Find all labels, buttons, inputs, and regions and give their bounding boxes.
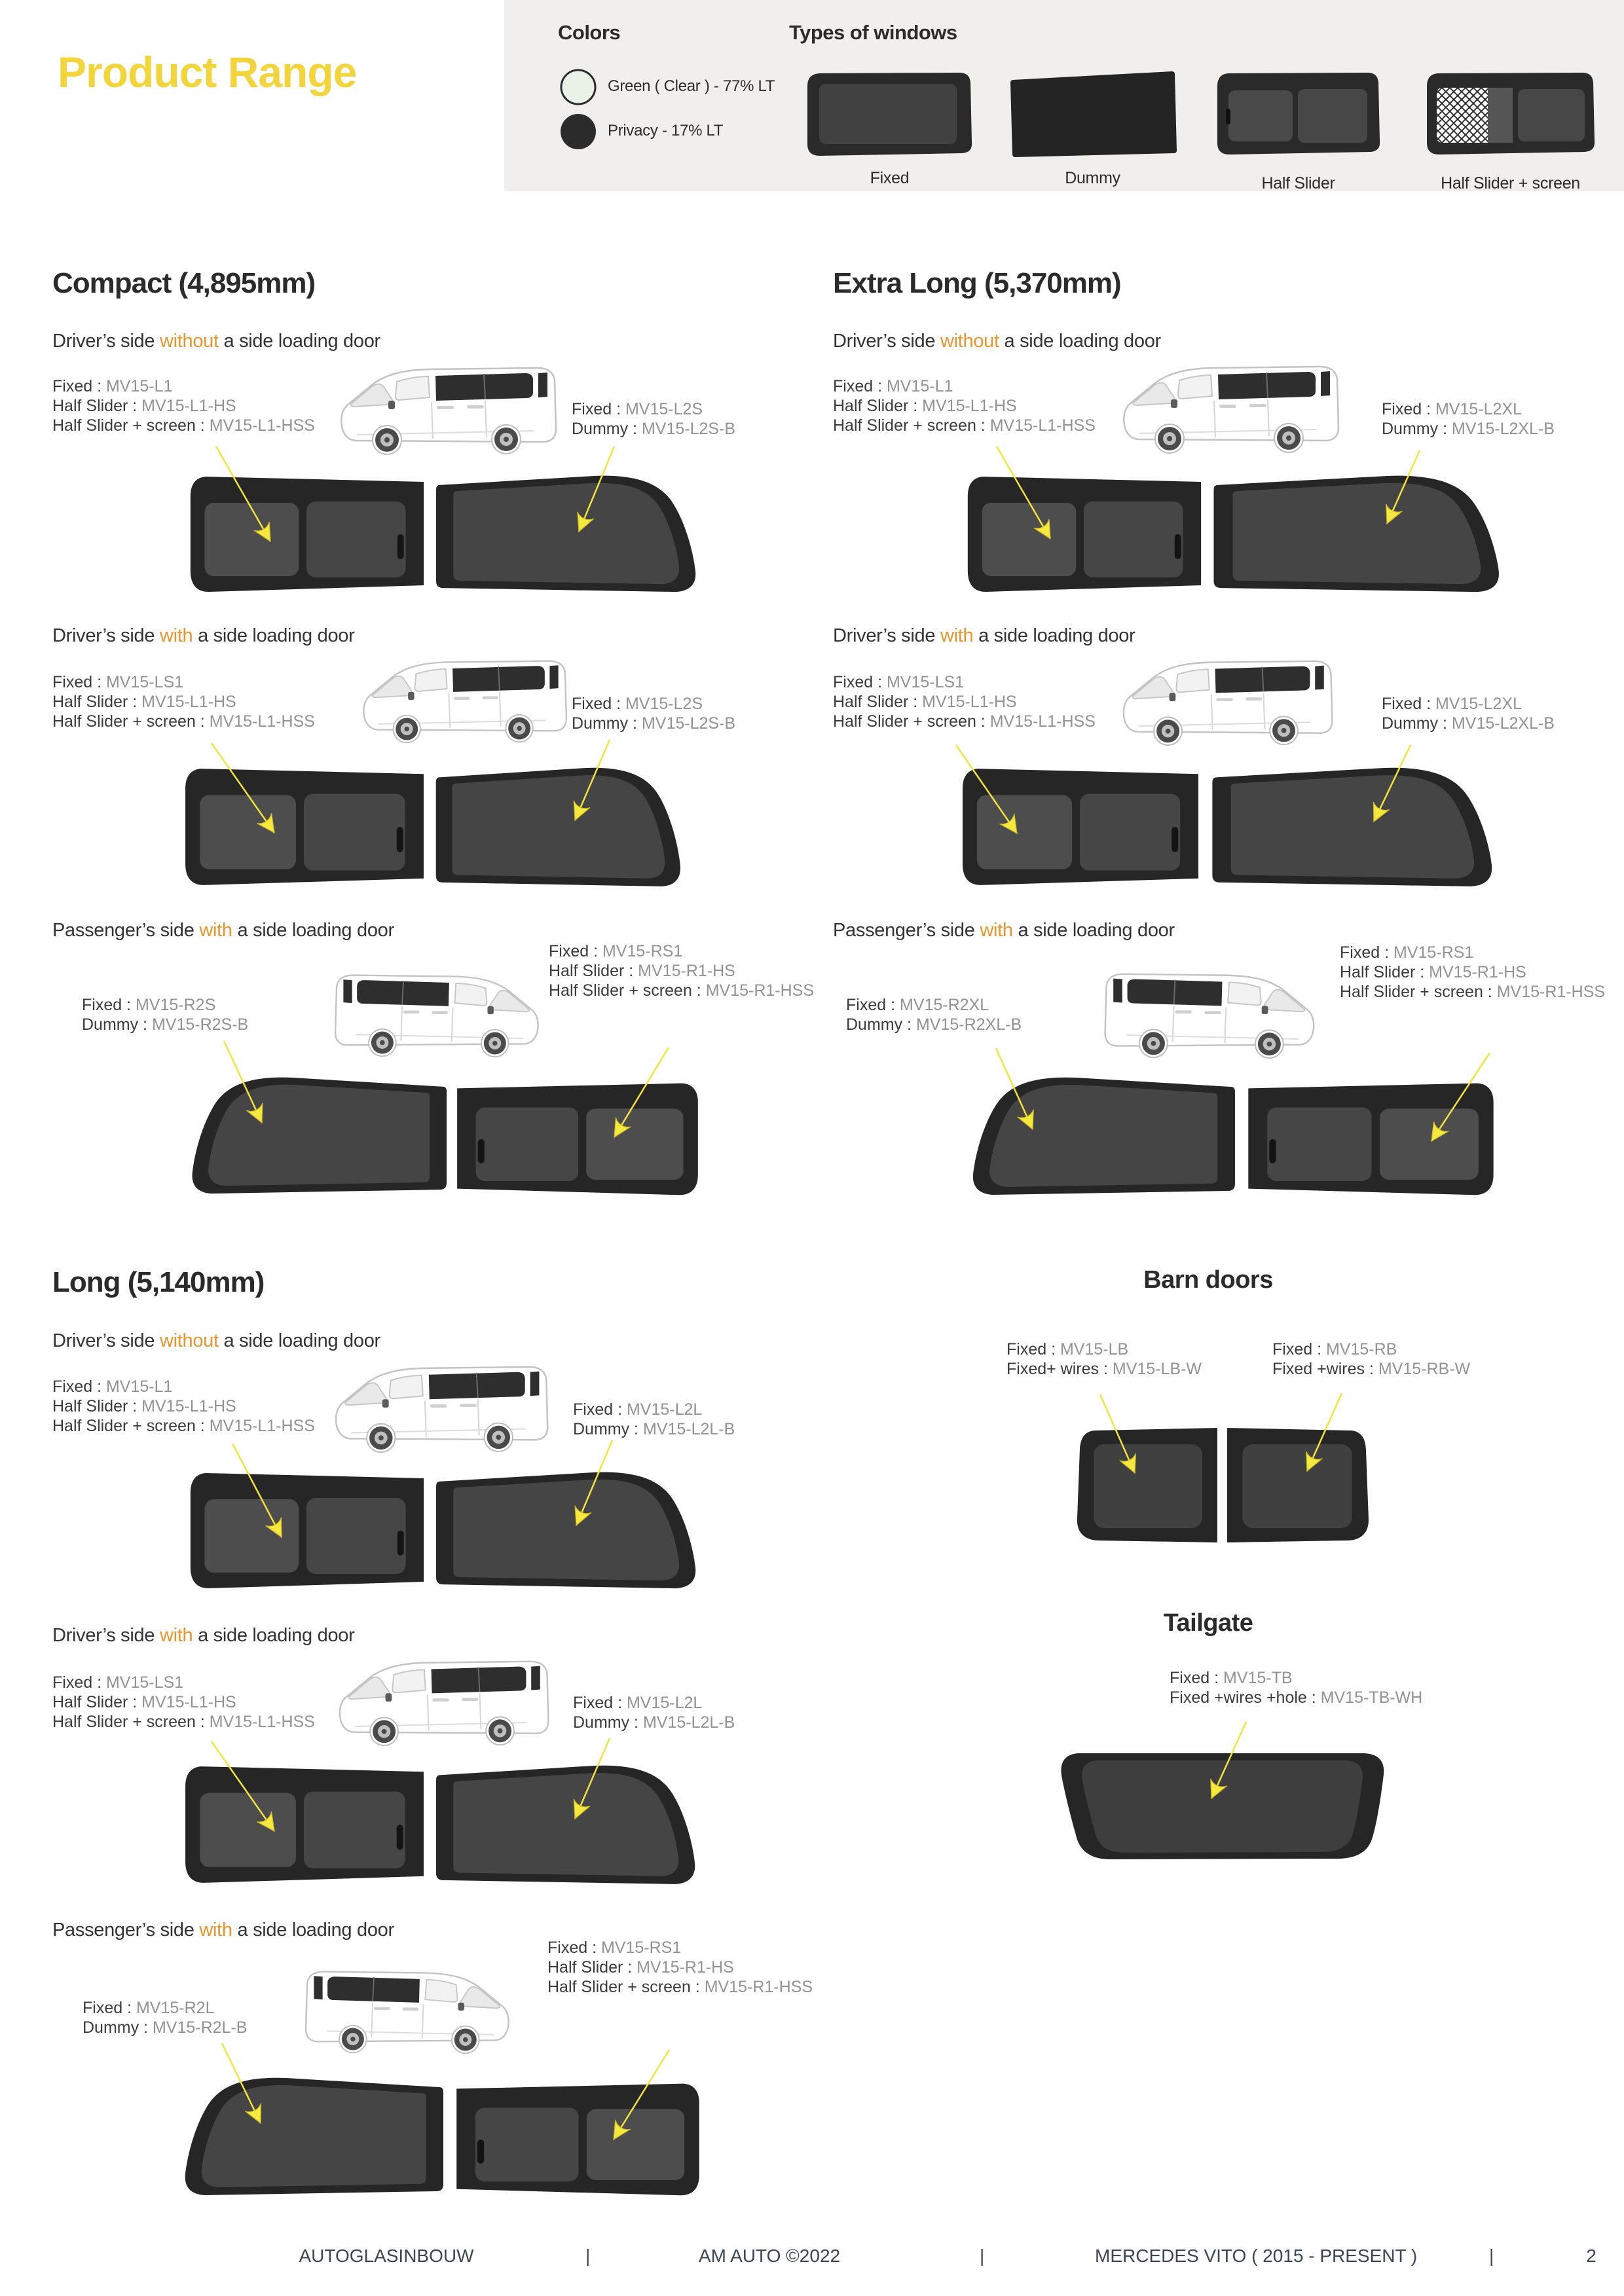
part-label: Dummy : MV15-L2S-B [572, 714, 736, 733]
window-type-half-slider-screen-icon [1422, 68, 1598, 160]
window-half-slider-illustration [1243, 1076, 1500, 1201]
van-illustration-passenger-side [296, 1965, 519, 2058]
part-label: Dummy : MV15-R2L-B [83, 2018, 248, 2037]
van-illustration-driver-side [329, 1655, 559, 1751]
part-label: Half Slider + screen : MV15-L1-HSS [52, 1417, 315, 1435]
block-heading: Driver’s side without a side loading door [833, 331, 1161, 352]
barn-right-part-labels [1272, 1339, 1470, 1379]
right-part-labels [1382, 694, 1555, 733]
block-heading: Driver’s side without a side loading door [52, 331, 380, 352]
right-part-labels [1340, 943, 1605, 1002]
part-label: Dummy : MV15-R2S-B [82, 1015, 249, 1034]
part-label: Fixed : MV15-TB [1170, 1669, 1293, 1687]
right-part-labels [572, 399, 735, 439]
part-label: Fixed : MV15-LS1 [52, 673, 184, 691]
window-type-dummy-label: Dummy [1065, 169, 1120, 187]
part-label: Half Slider : MV15-L1-HS [52, 1693, 236, 1711]
window-fixed-illustration [433, 1468, 704, 1593]
colors-legend-heading: Colors [558, 21, 621, 44]
window-types-heading: Types of windows [789, 21, 957, 44]
section-title-compact: Compact (4,895mm) [52, 267, 316, 299]
left-part-labels [82, 995, 248, 1034]
part-label: Half Slider : MV15-L1-HS [833, 693, 1017, 711]
part-label: Fixed : MV15-R2XL [846, 996, 989, 1014]
van-illustration-driver-side [331, 361, 566, 460]
block-heading: Driver’s side without a side loading door [52, 1330, 380, 1351]
window-fixed-illustration [177, 2074, 447, 2200]
part-label: Fixed+ wires : MV15-LB-W [1006, 1360, 1202, 1378]
window-fixed-illustration [965, 1074, 1238, 1199]
van-illustration-driver-side [325, 1360, 558, 1457]
window-fixed-illustration [184, 1074, 450, 1198]
part-label: Half Slider : MV15-L1-HS [52, 1397, 236, 1415]
green-clear-label: Green ( Clear ) - 77% LT [608, 77, 775, 95]
part-label: Fixed : MV15-RS1 [1340, 943, 1474, 962]
left-part-labels [52, 1673, 315, 1732]
window-fixed-illustration [1209, 764, 1501, 891]
left-part-labels [52, 376, 315, 435]
right-part-labels [573, 1693, 735, 1732]
part-label: Fixed : MV15-LB [1006, 1340, 1129, 1358]
block-heading: Passenger’s side with a side loading door [52, 920, 394, 941]
footer-separator: | [980, 2246, 985, 2266]
tailgate-part-labels [1170, 1668, 1422, 1707]
right-part-labels [1382, 399, 1555, 439]
part-label: Half Slider + screen : MV15-L1-HSS [833, 416, 1096, 435]
part-label: Fixed : MV15-L2S [572, 400, 703, 418]
window-type-fixed-icon [803, 68, 976, 160]
left-part-labels [833, 376, 1096, 435]
window-half-slider-illustration [961, 469, 1206, 598]
window-half-slider-illustration [179, 1758, 429, 1889]
right-part-labels [547, 1938, 813, 1997]
part-label: Fixed +wires +hole : MV15-TB-WH [1170, 1688, 1423, 1707]
part-label: Half Slider + screen : MV15-R1-HSS [1340, 983, 1606, 1001]
window-half-slider-illustration [179, 761, 429, 892]
privacy-swatch-icon [559, 113, 597, 151]
part-label: Half Slider + screen : MV15-R1-HSS [549, 981, 815, 1000]
barn-left-part-labels [1006, 1339, 1202, 1379]
tailgate-window-illustration [1050, 1748, 1393, 1867]
window-type-half-slider-screen-label: Half Slider + screen [1441, 174, 1580, 192]
part-label: Dummy : MV15-R2XL-B [846, 1015, 1022, 1034]
barn-door-right-window-illustration [1224, 1425, 1375, 1547]
part-label: Dummy : MV15-L2S-B [572, 420, 736, 438]
page-title: Product Range [58, 48, 357, 96]
window-half-slider-illustration [184, 469, 429, 598]
part-label: Fixed : MV15-RS1 [547, 1939, 682, 1957]
footer-model: MERCEDES VITO ( 2015 - PRESENT ) [1095, 2246, 1418, 2266]
part-label: Fixed : MV15-RB [1272, 1340, 1397, 1358]
footer-page-number: 2 [1586, 2246, 1596, 2266]
right-part-labels [573, 1400, 735, 1439]
window-half-slider-illustration [184, 1465, 429, 1595]
part-label: Half Slider : MV15-L1-HS [833, 397, 1017, 415]
part-label: Half Slider : MV15-L1-HS [52, 397, 236, 415]
part-label: Fixed : MV15-LS1 [52, 1673, 184, 1692]
van-illustration-passenger-side [325, 969, 548, 1062]
window-half-slider-illustration [451, 2076, 706, 2202]
part-label: Fixed : MV15-L2XL [1382, 400, 1522, 418]
part-label: Dummy : MV15-L2L-B [573, 1713, 735, 1732]
part-label: Fixed : MV15-LS1 [833, 673, 965, 691]
window-type-half-slider-icon [1213, 68, 1384, 160]
window-half-slider-illustration [956, 761, 1204, 892]
footer-separator: | [585, 2246, 591, 2266]
part-label: Half Slider + screen : MV15-L1-HSS [52, 712, 315, 731]
footer-separator: | [1489, 2246, 1494, 2266]
barn-door-left-window-illustration [1071, 1425, 1221, 1547]
window-half-slider-illustration [452, 1076, 705, 1201]
left-part-labels [833, 672, 1096, 731]
part-label: Dummy : MV15-L2XL-B [1382, 714, 1555, 733]
section-title-extra-long: Extra Long (5,370mm) [833, 267, 1121, 299]
part-label: Fixed : MV15-L2XL [1382, 695, 1522, 713]
privacy-label: Privacy - 17% LT [608, 122, 724, 139]
left-part-labels [52, 672, 315, 731]
window-fixed-illustration [433, 1762, 703, 1889]
part-label: Half Slider + screen : MV15-L1-HSS [833, 712, 1096, 731]
part-label: Half Slider : MV15-R1-HS [549, 962, 735, 980]
part-label: Half Slider : MV15-R1-HS [1340, 963, 1526, 981]
van-illustration-driver-side [354, 655, 576, 748]
block-heading: Passenger’s side with a side loading door [833, 920, 1175, 941]
left-part-labels [83, 1998, 247, 2037]
window-fixed-illustration [1210, 472, 1508, 596]
part-label: Fixed +wires : MV15-RB-W [1272, 1360, 1471, 1378]
van-illustration-driver-side [1113, 655, 1342, 750]
part-label: Half Slider + screen : MV15-L1-HSS [52, 1713, 315, 1731]
part-label: Fixed : MV15-R2S [82, 996, 216, 1014]
part-label: Dummy : MV15-L2XL-B [1382, 420, 1555, 438]
window-fixed-illustration [433, 472, 704, 596]
part-label: Fixed : MV15-RS1 [549, 942, 683, 960]
van-illustration-driver-side [1113, 360, 1349, 458]
part-label: Half Slider : MV15-R1-HS [547, 1958, 734, 1977]
section-title-barn-doors: Barn doors [1143, 1266, 1273, 1294]
right-part-labels [549, 941, 814, 1000]
window-type-dummy-icon [1006, 68, 1179, 160]
block-heading: Passenger’s side with a side loading door [52, 1920, 394, 1941]
part-label: Half Slider + screen : MV15-L1-HSS [52, 416, 315, 435]
window-type-half-slider-label: Half Slider [1261, 174, 1335, 192]
section-title-tailgate: Tailgate [1163, 1609, 1253, 1637]
window-fixed-illustration [433, 764, 688, 891]
footer-brand: AUTOGLASINBOUW [299, 2246, 474, 2266]
block-heading: Driver’s side with a side loading door [52, 1625, 355, 1646]
green-clear-swatch-icon [559, 68, 597, 106]
footer-copyright: AM AUTO ©2022 [698, 2246, 841, 2266]
part-label: Fixed : MV15-L2L [573, 1400, 703, 1419]
part-label: Fixed : MV15-L2S [572, 695, 703, 713]
window-type-fixed-label: Fixed [870, 169, 910, 187]
left-part-labels [846, 995, 1022, 1034]
right-part-labels [572, 694, 735, 733]
part-label: Half Slider + screen : MV15-R1-HSS [547, 1978, 813, 1996]
van-illustration-passenger-side [1095, 968, 1324, 1063]
left-part-labels [52, 1377, 315, 1436]
part-label: Fixed : MV15-L1 [52, 377, 173, 395]
part-label: Half Slider : MV15-L1-HS [52, 693, 236, 711]
part-label: Fixed : MV15-R2L [83, 1999, 215, 2017]
section-title-long: Long (5,140mm) [52, 1266, 265, 1298]
part-label: Fixed : MV15-L2L [573, 1694, 703, 1712]
block-heading: Driver’s side with a side loading door [833, 625, 1135, 646]
part-label: Fixed : MV15-L1 [52, 1377, 173, 1396]
part-label: Fixed : MV15-L1 [833, 377, 953, 395]
part-label: Dummy : MV15-L2L-B [573, 1420, 735, 1438]
block-heading: Driver’s side with a side loading door [52, 625, 355, 646]
